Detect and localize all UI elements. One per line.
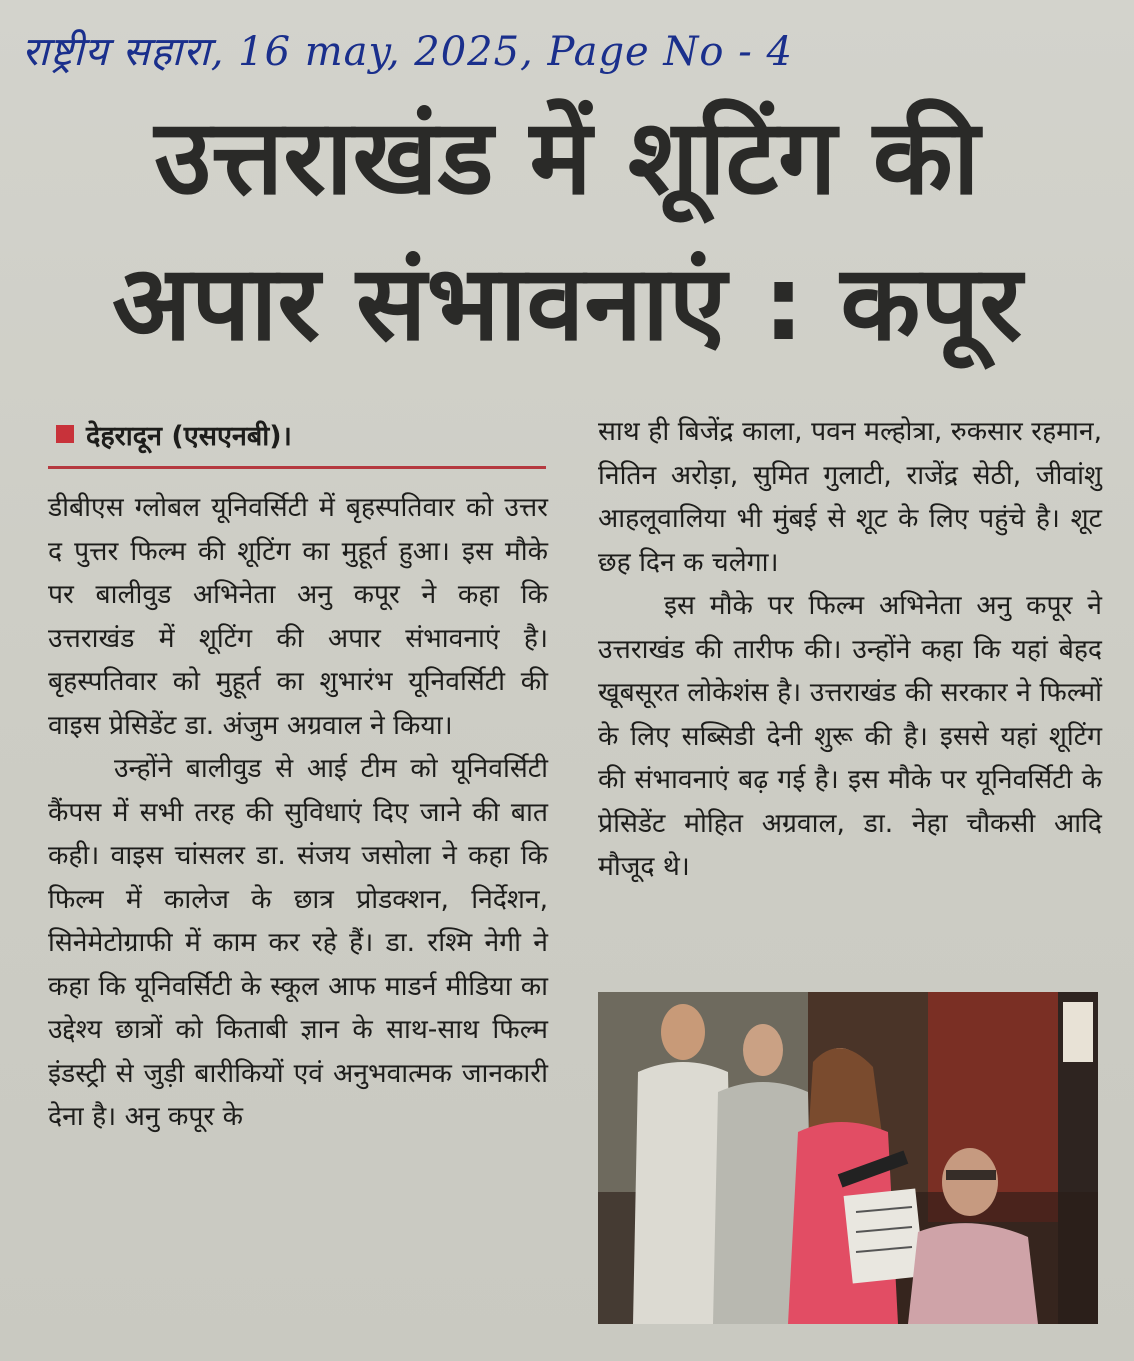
paragraph: इस मौके पर फिल्म अभिनेता अनु कपूर ने उत्तराखंड की तारीफ की। उन्होंने कहा कि यहां बेहद खूबसूरत लोकेशंस है। उत्तराखंड की सरकार ने फिल्मों के लिए सब्सिडी देनी शुरू की है। इससे यहां शूटिंग की संभावनाएं बढ़ गई है। इस मौके पर यूनिवर्सिटी के प्रेसिडेंट मोहित अग्रवाल, डा. नेहा चौकसी आदि मौजूद थे। [598, 590, 1102, 882]
dateline-text: देहरादून (एसएनबी)। [86, 420, 292, 452]
bleed-through-text [40, 0, 1130, 20]
divider-rule [48, 466, 546, 469]
paragraph: साथ ही बिजेंद्र काला, पवन मल्होत्रा, रुकसार रहमान, नितिन अरोड़ा, सुमित गुलाटी, राजेंद्र सेठी, जीवांशु आहलूवालिया भी मुंबई से शूट के लिए पहुंचे है। शूट छह दिन क चलेगा। [598, 416, 1102, 578]
news-photo [598, 992, 1098, 1324]
photo-illustration [598, 992, 1098, 1324]
article-column-left [48, 486, 548, 1139]
headline-line-2: अपार संभावनाएं : कपूर [111, 242, 1023, 364]
headline-line-1: उत्तराखंड में शूटिंग की [154, 96, 980, 218]
bullet-square-icon [56, 425, 74, 443]
paragraph: डीबीएस ग्लोबल यूनिवर्सिटी में बृहस्पतिवार को उत्तर द पुत्तर फिल्म की शूटिंग का मुहूर्त हुआ। इस मौके पर बालीवुड अभिनेता अनु कपूर ने कहा कि उत्तराखंड में शूटिंग की अपार संभावनाएं है। बृहस्पतिवार को मुहूर्त का शुभारंभ यूनिवर्सिटी की वाइस प्रेसिडेंट डा. अंजुम अग्रवाल ने किया। [48, 492, 548, 741]
article-column-right [598, 410, 1102, 889]
paragraph: उन्होंने बालीवुड से आई टीम को यूनिवर्सिटी कैंपस में सभी तरह की सुविधाएं दिए जाने की बात कही। वाइस चांसलर डा. संजय जसोला ने कहा कि फिल्म में कालेज के छात्र प्रोडक्शन, निर्देशन, सिनेमेटोग्राफी में काम कर रहे हैं। डा. रश्मि नेगी ने कहा कि यूनिवर्सिटी के स्कूल आफ माडर्न मीडिया का उद्देश्य छात्रों को किताबी ज्ञान के साथ-साथ फिल्म इंडस्ट्री से जुड़ी बारीकियों एवं अनुभवात्मक जानकारी देना है। अनु कपूर के [48, 753, 548, 1132]
dateline [56, 412, 292, 456]
handwritten-source-note: राष्ट्रीय सहारा, 16 may, 2025, Page No - 4 [22, 29, 793, 75]
